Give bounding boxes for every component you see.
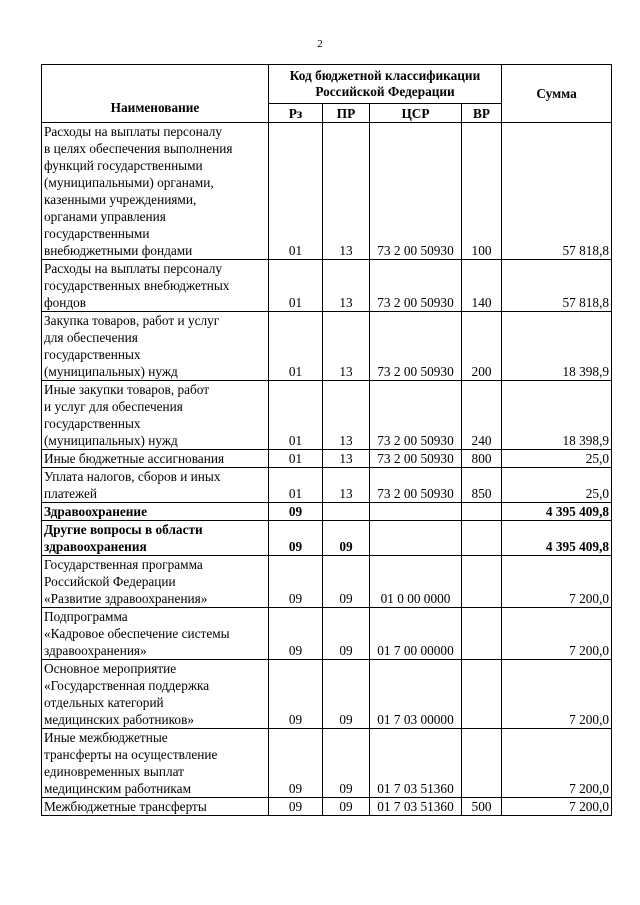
row-name-line: органами управления (44, 209, 166, 224)
row-name (42, 521, 269, 556)
row-pr: 13 (323, 312, 370, 381)
row-name (42, 260, 269, 312)
row-pr: 09 (323, 556, 370, 608)
row-name-line: государственных (44, 416, 141, 431)
row-vr: 200 (462, 312, 502, 381)
row-name-line: Основное мероприятие (44, 661, 177, 676)
row-pr: 13 (323, 381, 370, 450)
row-csr (370, 521, 462, 556)
row-rz: 09 (269, 521, 323, 556)
row-name-line: Здравоохранение (44, 504, 147, 519)
table-body (42, 123, 612, 816)
row-name (42, 503, 269, 521)
row-name-line: (муниципальных) нужд (44, 433, 178, 448)
row-name-line: казенными учреждениями, (44, 192, 197, 207)
row-name-line: Подпрограмма (44, 609, 128, 624)
row-name-line: Расходы на выплаты персоналу (44, 124, 223, 139)
row-name-line: платежей (44, 486, 98, 501)
row-name-line: Закупка товаров, работ и услуг (44, 313, 220, 328)
row-csr: 01 7 03 51360 (370, 798, 462, 816)
row-name-line: медицинских работников» (44, 712, 195, 727)
row-csr: 01 7 03 00000 (370, 660, 462, 729)
row-rz: 01 (269, 450, 323, 468)
row-name (42, 468, 269, 503)
row-name-line: Иные межбюджетные (44, 730, 168, 745)
row-rz: 09 (269, 798, 323, 816)
row-sum: 7 200,0 (502, 608, 612, 660)
table-row (42, 123, 612, 260)
row-sum: 25,0 (502, 468, 612, 503)
row-vr (462, 608, 502, 660)
header-pr: ПР (323, 104, 370, 123)
row-name-line: государственными (44, 226, 150, 241)
row-csr: 73 2 00 50930 (370, 312, 462, 381)
row-name-line: фондов (44, 295, 87, 310)
row-name-line: внебюджетными фондами (44, 243, 193, 258)
row-sum: 4 395 409,8 (502, 521, 612, 556)
row-vr: 100 (462, 123, 502, 260)
row-name-line: Другие вопросы в области (44, 522, 203, 537)
row-vr (462, 503, 502, 521)
row-name-line: Государственная программа (44, 557, 203, 572)
table-row (42, 608, 612, 660)
table-row (42, 729, 612, 798)
row-name-line: трансферты на осуществление (44, 747, 218, 762)
row-pr: 13 (323, 450, 370, 468)
page-number: 2 (317, 38, 323, 50)
row-rz: 09 (269, 503, 323, 521)
row-vr: 500 (462, 798, 502, 816)
row-name-line: «Развитие здравоохранения» (44, 591, 208, 606)
row-rz: 09 (269, 556, 323, 608)
row-csr: 01 0 00 0000 (370, 556, 462, 608)
table-row (42, 521, 612, 556)
row-name-line: здравоохранения» (44, 643, 147, 658)
row-sum: 57 818,8 (502, 123, 612, 260)
row-pr: 13 (323, 123, 370, 260)
row-pr: 13 (323, 468, 370, 503)
row-name-line: функций государственными (44, 158, 203, 173)
row-name-line: «Кадровое обеспечение системы (44, 626, 230, 641)
row-name-line: Иные бюджетные ассигнования (44, 451, 225, 466)
row-sum: 7 200,0 (502, 729, 612, 798)
row-pr (323, 503, 370, 521)
row-rz: 09 (269, 729, 323, 798)
row-name-line: в целях обеспечения выполнения (44, 141, 233, 156)
row-sum: 25,0 (502, 450, 612, 468)
row-rz: 01 (269, 260, 323, 312)
table-row (42, 556, 612, 608)
row-name-line: единовременных выплат (44, 764, 184, 779)
table-row (42, 450, 612, 468)
row-name-line: государственных (44, 347, 141, 362)
row-sum: 4 395 409,8 (502, 503, 612, 521)
row-vr (462, 521, 502, 556)
header-vr: ВР (462, 104, 502, 123)
row-vr (462, 729, 502, 798)
row-name-line: «Государственная поддержка (44, 678, 210, 693)
row-name-line: (муниципальных) нужд (44, 364, 178, 379)
row-rz: 01 (269, 468, 323, 503)
header-sum: Сумма (502, 65, 612, 123)
row-csr: 01 7 03 51360 (370, 729, 462, 798)
row-rz: 09 (269, 660, 323, 729)
header-name: Наименование (42, 65, 269, 123)
row-pr: 09 (323, 729, 370, 798)
row-rz: 01 (269, 312, 323, 381)
row-csr: 73 2 00 50930 (370, 381, 462, 450)
row-rz: 01 (269, 123, 323, 260)
row-rz: 01 (269, 381, 323, 450)
row-csr: 73 2 00 50930 (370, 123, 462, 260)
table-header (42, 65, 612, 123)
row-vr: 140 (462, 260, 502, 312)
row-vr: 850 (462, 468, 502, 503)
row-name-line: государственных внебюджетных (44, 278, 230, 293)
header-csr: ЦСР (370, 104, 462, 123)
row-sum: 18 398,9 (502, 312, 612, 381)
budget-table (41, 64, 612, 816)
row-pr: 09 (323, 660, 370, 729)
row-vr (462, 556, 502, 608)
table-row (42, 381, 612, 450)
row-csr: 73 2 00 50930 (370, 260, 462, 312)
row-name (42, 381, 269, 450)
row-csr (370, 503, 462, 521)
row-name (42, 660, 269, 729)
table-row (42, 260, 612, 312)
row-sum: 18 398,9 (502, 381, 612, 450)
row-csr: 73 2 00 50930 (370, 450, 462, 468)
row-vr (462, 660, 502, 729)
header-code-group: Код бюджетной классификации Российской Федерации (269, 65, 502, 104)
row-name-line: Уплата налогов, сборов и иных (44, 469, 221, 484)
row-rz: 09 (269, 608, 323, 660)
row-name-line: Иные закупки товаров, работ (44, 382, 210, 397)
table-row (42, 503, 612, 521)
row-name-line: и услуг для обеспечения (44, 399, 183, 414)
row-name (42, 556, 269, 608)
row-sum: 57 818,8 (502, 260, 612, 312)
table-row (42, 660, 612, 729)
row-name-line: Межбюджетные трансферты (44, 799, 207, 814)
row-sum: 7 200,0 (502, 660, 612, 729)
row-csr: 01 7 00 00000 (370, 608, 462, 660)
row-name-line: для обеспечения (44, 330, 138, 345)
row-name (42, 123, 269, 260)
row-name-line: Российской Федерации (44, 574, 176, 589)
table-row (42, 468, 612, 503)
row-name-line: здравоохранения (44, 539, 147, 554)
row-name-line: отдельных категорий (44, 695, 164, 710)
row-pr: 09 (323, 608, 370, 660)
row-vr: 240 (462, 381, 502, 450)
row-name-line: (муниципальными) органами, (44, 175, 214, 190)
row-name (42, 312, 269, 381)
row-pr: 13 (323, 260, 370, 312)
row-name (42, 729, 269, 798)
row-sum: 7 200,0 (502, 798, 612, 816)
row-pr: 09 (323, 521, 370, 556)
table-row (42, 312, 612, 381)
header-rz: Рз (269, 104, 323, 123)
table-row (42, 798, 612, 816)
row-csr: 73 2 00 50930 (370, 468, 462, 503)
row-pr: 09 (323, 798, 370, 816)
row-name (42, 450, 269, 468)
row-vr: 800 (462, 450, 502, 468)
row-name (42, 608, 269, 660)
row-name-line: медицинским работникам (44, 781, 191, 796)
row-sum: 7 200,0 (502, 556, 612, 608)
row-name-line: Расходы на выплаты персоналу (44, 261, 223, 276)
row-name (42, 798, 269, 816)
